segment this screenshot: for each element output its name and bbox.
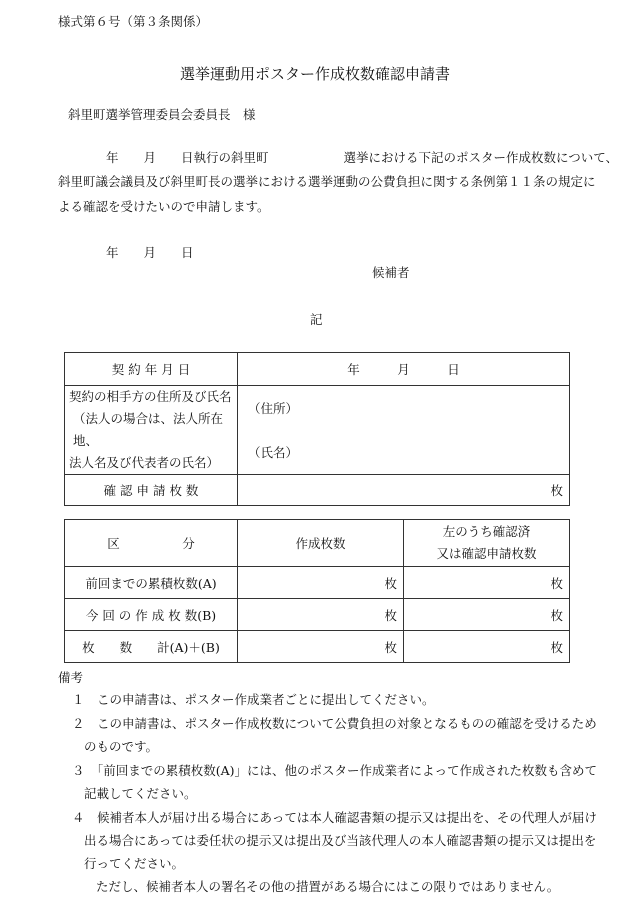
ki-label: 記: [310, 312, 323, 327]
intro-line: 年 月 日執行の斜里町 選挙における下記のポスター作成枚数について、: [106, 150, 619, 165]
note-item-continuation: 記載してください。: [84, 786, 197, 801]
note-item-continuation: 出る場合にあっては委任状の提示又は提出及び当該代理人の本人確認書類の提示又は提出を: [84, 833, 597, 848]
intro-line: よる確認を受けたいので申請します。: [58, 199, 270, 214]
candidate-label: 候補者: [372, 265, 410, 280]
note-item: ３ 「前回までの累積枚数(A)」には、他のポスター作成業者によって作成された枚数も含めて: [72, 763, 598, 778]
contract-party-label: [65, 386, 238, 475]
contract-party-value: [238, 386, 570, 475]
addressee: 斜里町選挙管理委員会委員長 様: [68, 107, 256, 122]
header-created-count: 作成枚数: [238, 520, 404, 567]
header-confirmed-count: [404, 520, 570, 567]
party-label-line: 法人名及び代表者の氏名）: [69, 455, 220, 470]
row-unit: 枚: [238, 567, 404, 599]
intro-line: 斜里町議会議員及び斜里町長の選挙における選挙運動の公費負担に関する条例第１１条の規定に: [58, 174, 596, 189]
page-title: 選挙運動用ポスター作成枚数確認申請書: [179, 65, 450, 83]
note-item: ４ 候補者本人が届け出る場合にあっては本人確認書類の提示又は提出を、その代理人が届け: [72, 810, 597, 825]
notes-heading: 備考: [58, 670, 84, 685]
count-table: [64, 519, 570, 663]
row-unit: 枚: [404, 599, 570, 631]
party-label-line: 契約の相手方の住所及び氏名: [69, 389, 232, 404]
form-number: 様式第６号（第３条関係）: [58, 14, 209, 29]
party-label-line: （法人の場合は、法人所在地、: [73, 411, 224, 448]
table-row: [65, 631, 570, 663]
note-item-proviso: ただし、候補者本人の署名その他の措置がある場合にはこの限りではありません。: [96, 879, 560, 894]
confirmation-count-label: 確 認 申 請 枚 数: [65, 475, 238, 506]
contract-table: [64, 352, 570, 506]
contract-date-label: 契 約 年 月 日: [65, 353, 238, 386]
header-category: 区 分: [65, 520, 238, 567]
header-line: 左のうち確認済: [442, 524, 531, 539]
row-label: 前回までの累積枚数(A): [65, 567, 238, 599]
row-unit: 枚: [404, 631, 570, 663]
contract-date-value: 年 月 日: [238, 353, 570, 386]
row-label: 枚 数 計(A)＋(B): [65, 631, 238, 663]
row-label: 今 回 の 作 成 枚 数(B): [65, 599, 238, 631]
confirmation-count-unit: 枚: [238, 475, 570, 506]
header-line: 又は確認申請枚数: [436, 546, 537, 561]
note-item-continuation: のものです。: [84, 739, 159, 754]
name-label: （氏名）: [248, 445, 299, 460]
table-row: [65, 567, 570, 599]
row-unit: 枚: [404, 567, 570, 599]
application-date: 年 月 日: [106, 245, 194, 260]
address-label: （住所）: [248, 401, 299, 416]
row-unit: 枚: [238, 599, 404, 631]
table-row: [65, 599, 570, 631]
row-unit: 枚: [238, 631, 404, 663]
note-item-continuation: 行ってください。: [84, 856, 185, 871]
note-item: １ この申請書は、ポスター作成業者ごとに提出してください。: [72, 692, 435, 707]
note-item: ２ この申請書は、ポスター作成枚数について公費負担の対象となるものの確認を受けるため: [72, 716, 597, 731]
